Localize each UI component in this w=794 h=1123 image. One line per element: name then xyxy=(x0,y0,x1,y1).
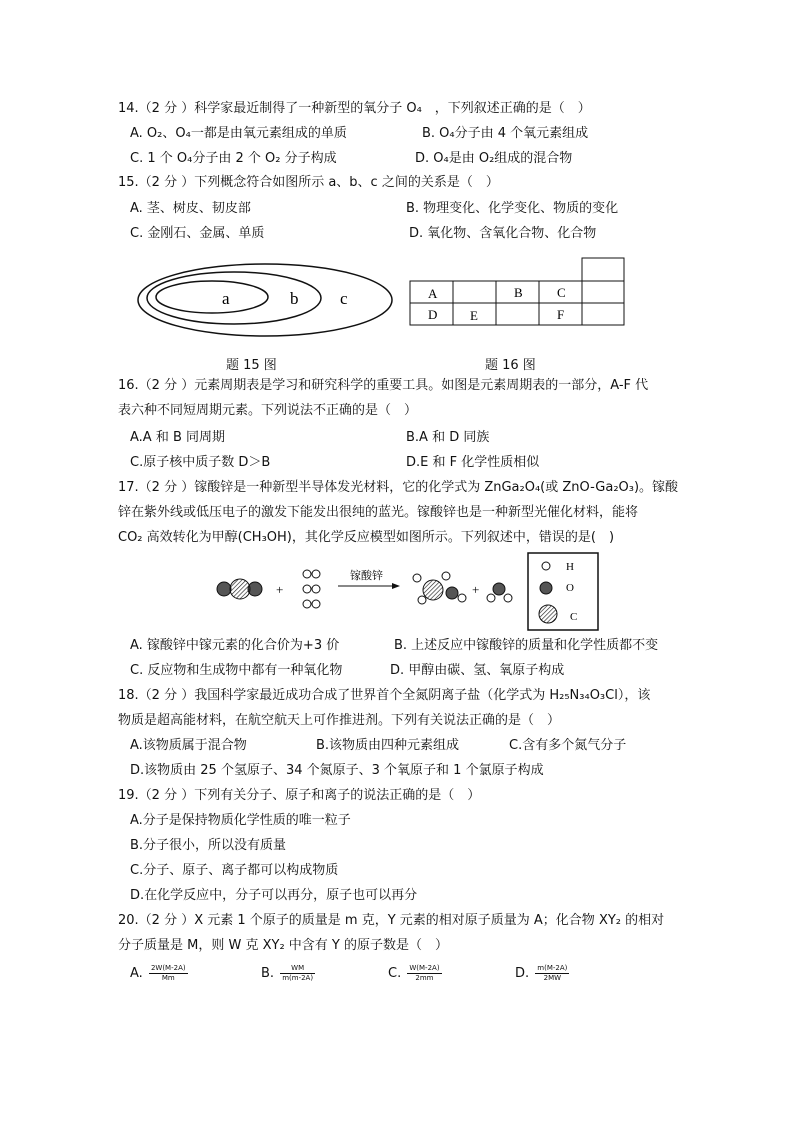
q20-option-b-numerator: WM xyxy=(280,964,315,974)
q18-stem-line2: 物质是超高能材料，在航空航天上可作推进剂。下列有关说法正确的是（ ） xyxy=(118,713,561,728)
ellipse-label-c: c xyxy=(340,289,348,308)
q18-option-c: C.含有多个氮气分子 xyxy=(509,738,627,753)
q16-stem-line2: 表六种不同短周期元素。下列说法不正确的是（ ） xyxy=(118,403,418,418)
q20-option-a-denominator: Mm xyxy=(161,974,175,982)
q15-option-a: A. 茎、树皮、韧皮部 xyxy=(130,201,251,216)
q20-option-c-fraction xyxy=(407,964,441,983)
ellipse-label-b: b xyxy=(290,289,299,308)
q14-option-a: A. O₂、O₄一都是由氧元素组成的单质 xyxy=(130,126,347,141)
legend-c: C xyxy=(570,611,578,623)
q20-option-a xyxy=(130,964,188,983)
q14-option-c: C. 1 个 O₄分子由 2 个 O₂ 分子构成 xyxy=(130,151,337,166)
q20-stem-line2: 分子质量是 M，则 W 克 XY₂ 中含有 Y 的原子数是（ ） xyxy=(118,938,448,953)
cell-a: A xyxy=(428,286,438,301)
q16-option-a: A.A 和 B 同周期 xyxy=(130,430,226,445)
nested-ellipses-diagram xyxy=(136,262,394,338)
cell-c: C xyxy=(557,285,566,300)
q16-option-b: B.A 和 D 同族 xyxy=(406,430,490,445)
ellipse-a xyxy=(156,281,268,313)
q20-option-b-fraction xyxy=(280,964,315,983)
q20-option-c-denominator: 2mm xyxy=(415,974,434,982)
q20-option-c xyxy=(388,964,442,983)
q20-option-b-denominator: m(m-2A) xyxy=(282,974,314,982)
cell-d: D xyxy=(428,307,438,322)
water-molecule xyxy=(487,583,512,602)
q18-option-a: A.该物质属于混合物 xyxy=(130,738,247,753)
cell-e: E xyxy=(470,308,478,323)
q15-stem: 15.（2 分 ）下列概念符合如图所示 a、b、c 之间的关系是（ ） xyxy=(118,175,499,190)
q20-option-c-label: C. xyxy=(388,966,402,981)
q20-option-b-label: B. xyxy=(261,966,275,981)
cell-b: B xyxy=(514,285,523,300)
q15-option-d: D. 氧化物、含氧化合物、化合物 xyxy=(409,226,597,241)
legend-o: O xyxy=(566,582,574,594)
q15-option-b: B. 物理变化、化学变化、物质的变化 xyxy=(406,201,619,216)
q17-option-b: B. 上述反应中镓酸锌的质量和化学性质都不变 xyxy=(394,638,659,653)
q19-option-d: D.在化学反应中，分子可以再分，原子也可以再分 xyxy=(130,888,418,903)
ellipse-c xyxy=(138,264,392,336)
q14-option-d: D. O₄是由 O₂组成的混合物 xyxy=(415,151,573,166)
periodic-table-fragment xyxy=(408,256,628,328)
q17-option-c: C. 反应物和生成物中都有一种氧化物 xyxy=(130,663,343,678)
q16-stem-line1: 16.（2 分 ）元素周期表是学习和研究科学的重要工具。如图是元素周期表的一部分，A-F 代 xyxy=(118,378,649,393)
q17-stem-line2: 锌在紫外线或低压电子的激发下能发出很纯的蓝光。镓酸锌也是一种新型光催化材料，能将 xyxy=(118,505,639,520)
q17-option-a: A. 镓酸锌中镓元素的化合价为+3 价 xyxy=(130,638,340,653)
q17-option-d: D. 甲醇由碳、氢、氧原子构成 xyxy=(390,663,565,678)
catalyst-label: 镓酸锌 xyxy=(350,570,383,582)
q20-option-d-denominator: 2MW xyxy=(543,974,562,982)
ellipse-label-a: a xyxy=(222,289,230,308)
q20-option-d xyxy=(515,964,569,983)
plus-sign-2: + xyxy=(472,582,480,597)
q14-stem: 14.（2 分 ）科学家最近制得了一种新型的氧分子 O₄ ，下列叙述正确的是（ ） xyxy=(118,101,591,116)
q16-option-d: D.E 和 F 化学性质相似 xyxy=(406,455,540,470)
q18-option-b: B.该物质由四种元素组成 xyxy=(316,738,460,753)
q20-stem-line1: 20.（2 分 ）X 元素 1 个原子的质量是 m 克，Y 元素的相对原子质量为 A；化合物 XY₂ 的相对 xyxy=(118,913,665,928)
legend-h: H xyxy=(566,561,574,573)
q18-stem-line1: 18.（2 分 ）我国科学家最近成功合成了世界首个全氮阴离子盐（化学式为 H₂₅N₃₄O₃Cl），该 xyxy=(118,688,651,703)
plus-sign-1: + xyxy=(276,582,284,597)
q17-stem-line1: 17.（2 分 ）镓酸锌是一种新型半导体发光材料，它的化学式为 ZnGa₂O₄(或 ZnO-Ga₂O₃)。镓酸 xyxy=(118,480,679,495)
q20-option-d-label: D. xyxy=(515,966,530,981)
q17-stem-line3: CO₂ 高效转化为甲醇(CH₃OH)，其化学反应模型如图所示。下列叙述中，错误的是( ) xyxy=(118,530,615,545)
q20-option-d-fraction xyxy=(535,964,569,983)
fig16-caption: 题 16 图 xyxy=(485,358,536,373)
hydrogen-molecules xyxy=(303,570,320,608)
q20-option-c-numerator: W(M-2A) xyxy=(409,964,440,972)
q19-option-b: B.分子很小，所以没有质量 xyxy=(130,838,287,853)
atom-legend xyxy=(528,553,598,630)
q19-option-a: A.分子是保持物质化学性质的唯一粒子 xyxy=(130,813,351,828)
q16-option-c: C.原子核中质子数 D＞B xyxy=(130,455,271,470)
q20-option-a-label: A. xyxy=(130,966,143,981)
co2-molecule xyxy=(217,579,262,599)
reaction-model-diagram xyxy=(210,552,620,632)
q20-option-a-fraction xyxy=(149,964,188,983)
q20-option-b xyxy=(261,964,315,983)
q20-option-d-numerator: m(M-2A) xyxy=(537,964,568,972)
q20-option-a-numerator: 2W(M-2A) xyxy=(150,964,186,972)
reaction-arrow xyxy=(338,583,400,589)
q15-option-c: C. 金刚石、金属、单质 xyxy=(130,226,265,241)
q18-option-d: D.该物质由 25 个氢原子、34 个氮原子、3 个氧原子和 1 个氯原子构成 xyxy=(130,763,544,778)
cell-f: F xyxy=(557,307,565,322)
q19-stem: 19.（2 分 ）下列有关分子、原子和离子的说法正确的是（ ） xyxy=(118,788,481,803)
q14-option-b: B. O₄分子由 4 个氧元素组成 xyxy=(422,126,589,141)
q19-option-c: C.分子、原子、离子都可以构成物质 xyxy=(130,863,339,878)
fig15-caption: 题 15 图 xyxy=(226,358,277,373)
methanol-molecule xyxy=(413,572,466,604)
